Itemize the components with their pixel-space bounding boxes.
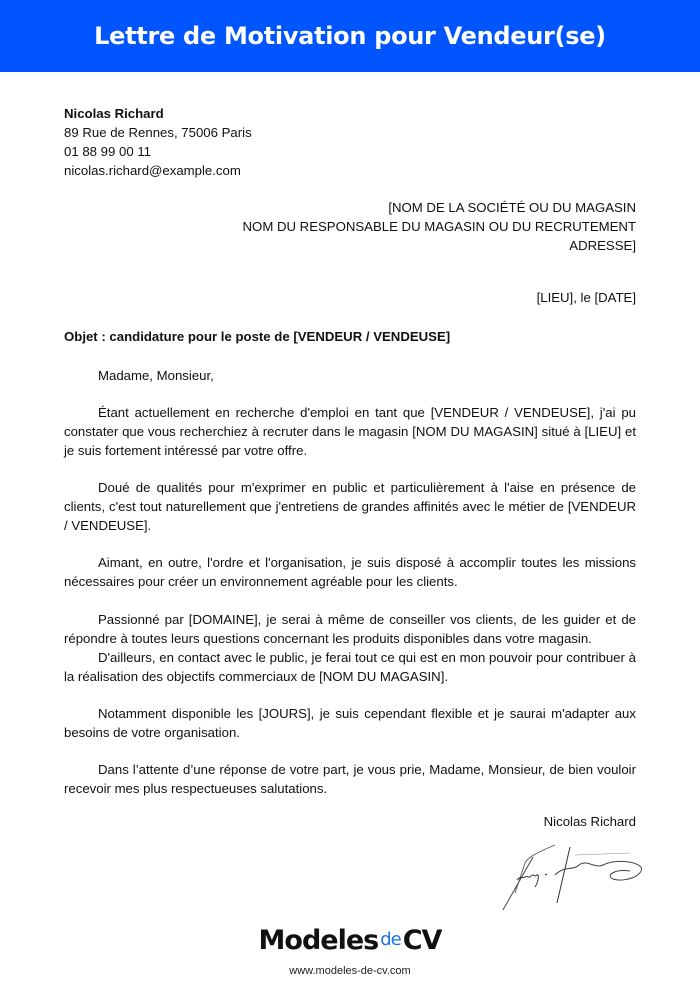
sender-address: 89 Rue de Rennes, 75006 Paris [64,125,252,140]
title-banner [0,0,700,72]
logo-text-cv: CV [402,925,442,956]
paragraph-text: Notamment disponible les [JOURS], je suis cependant flexible et je saurai m'adapter aux besoins de votre organisation. [64,706,636,740]
recipient-line-2: NOM DU RESPONSABLE DU MAGASIN OU DU RECRUTEMENT [242,219,636,234]
paragraph-text: Doué de qualités pour m'exprimer en public et particulièrement à l'aise en présence de clients, c'est tout naturellement que j'entretiens de grandes affinités avec le métier de [VENDEUR / VENDEUSE]. [64,480,636,533]
modeles-de-cv-logo [0,925,700,956]
paragraph-4 [64,610,636,686]
paragraph-text: Étant actuellement en recherche d'emploi en tant que [VENDEUR / VENDEUSE], j'ai pu constater que vous recherchiez à recruter dans le magasin [NOM DU MAGASIN] situé à [LIEU] et je suis fortement intéressé par votre offre. [64,405,636,458]
paragraph-1 [64,403,636,460]
sender-block [64,104,252,180]
recipient-block [243,198,636,255]
paragraph-text: D'ailleurs, en contact avec le public, je ferai tout ce qui est en mon pouvoir pour contribuer à la réalisation des objectifs commerciaux de [NOM DU MAGASIN]. [64,650,636,684]
paragraph-text: Aimant, en outre, l'ordre et l'organisation, je suis disposé à accomplir toutes les missions nécessaires pour créer un environnement agréable pour les clients. [64,555,636,589]
paragraph-2 [64,478,636,535]
paragraph-5 [64,704,636,742]
page-title: Lettre de Motivation pour Vendeur(se) [94,22,606,50]
place-date: [LIEU], le [DATE] [536,290,636,305]
recipient-line-1: [NOM DE LA SOCIÉTÉ OU DU MAGASIN [388,200,636,215]
paragraph-text: Dans l’attente d’une réponse de votre part, je vous prie, Madame, Monsieur, de bien vouloir recevoir mes plus respectueuses salutations. [64,762,636,796]
signature-name: Nicolas Richard [543,814,636,829]
website-link[interactable]: www.modeles-de-cv.com [289,965,411,977]
paragraph-text: Passionné par [DOMAINE], je serai à même de conseiller vos clients, de les guider et de répondre à toutes leurs questions concernant les produits disponibles dans votre magasin. [64,612,636,646]
handwritten-signature-icon [495,835,645,915]
logo-text-de: de [380,929,401,950]
subject-line: Objet : candidature pour le poste de [VENDEUR / VENDEUSE] [64,329,451,344]
sender-name: Nicolas Richard [64,106,164,121]
paragraph-6 [64,760,636,798]
salutation-text: Madame, Monsieur, [98,368,214,383]
sender-phone: 01 88 99 00 11 [64,144,152,159]
paragraph-3 [64,553,636,591]
logo-text-modeles: Modeles [258,925,379,956]
salutation [64,366,636,385]
sender-email: nicolas.richard@example.com [64,163,241,178]
recipient-line-3: ADRESSE] [569,238,636,253]
